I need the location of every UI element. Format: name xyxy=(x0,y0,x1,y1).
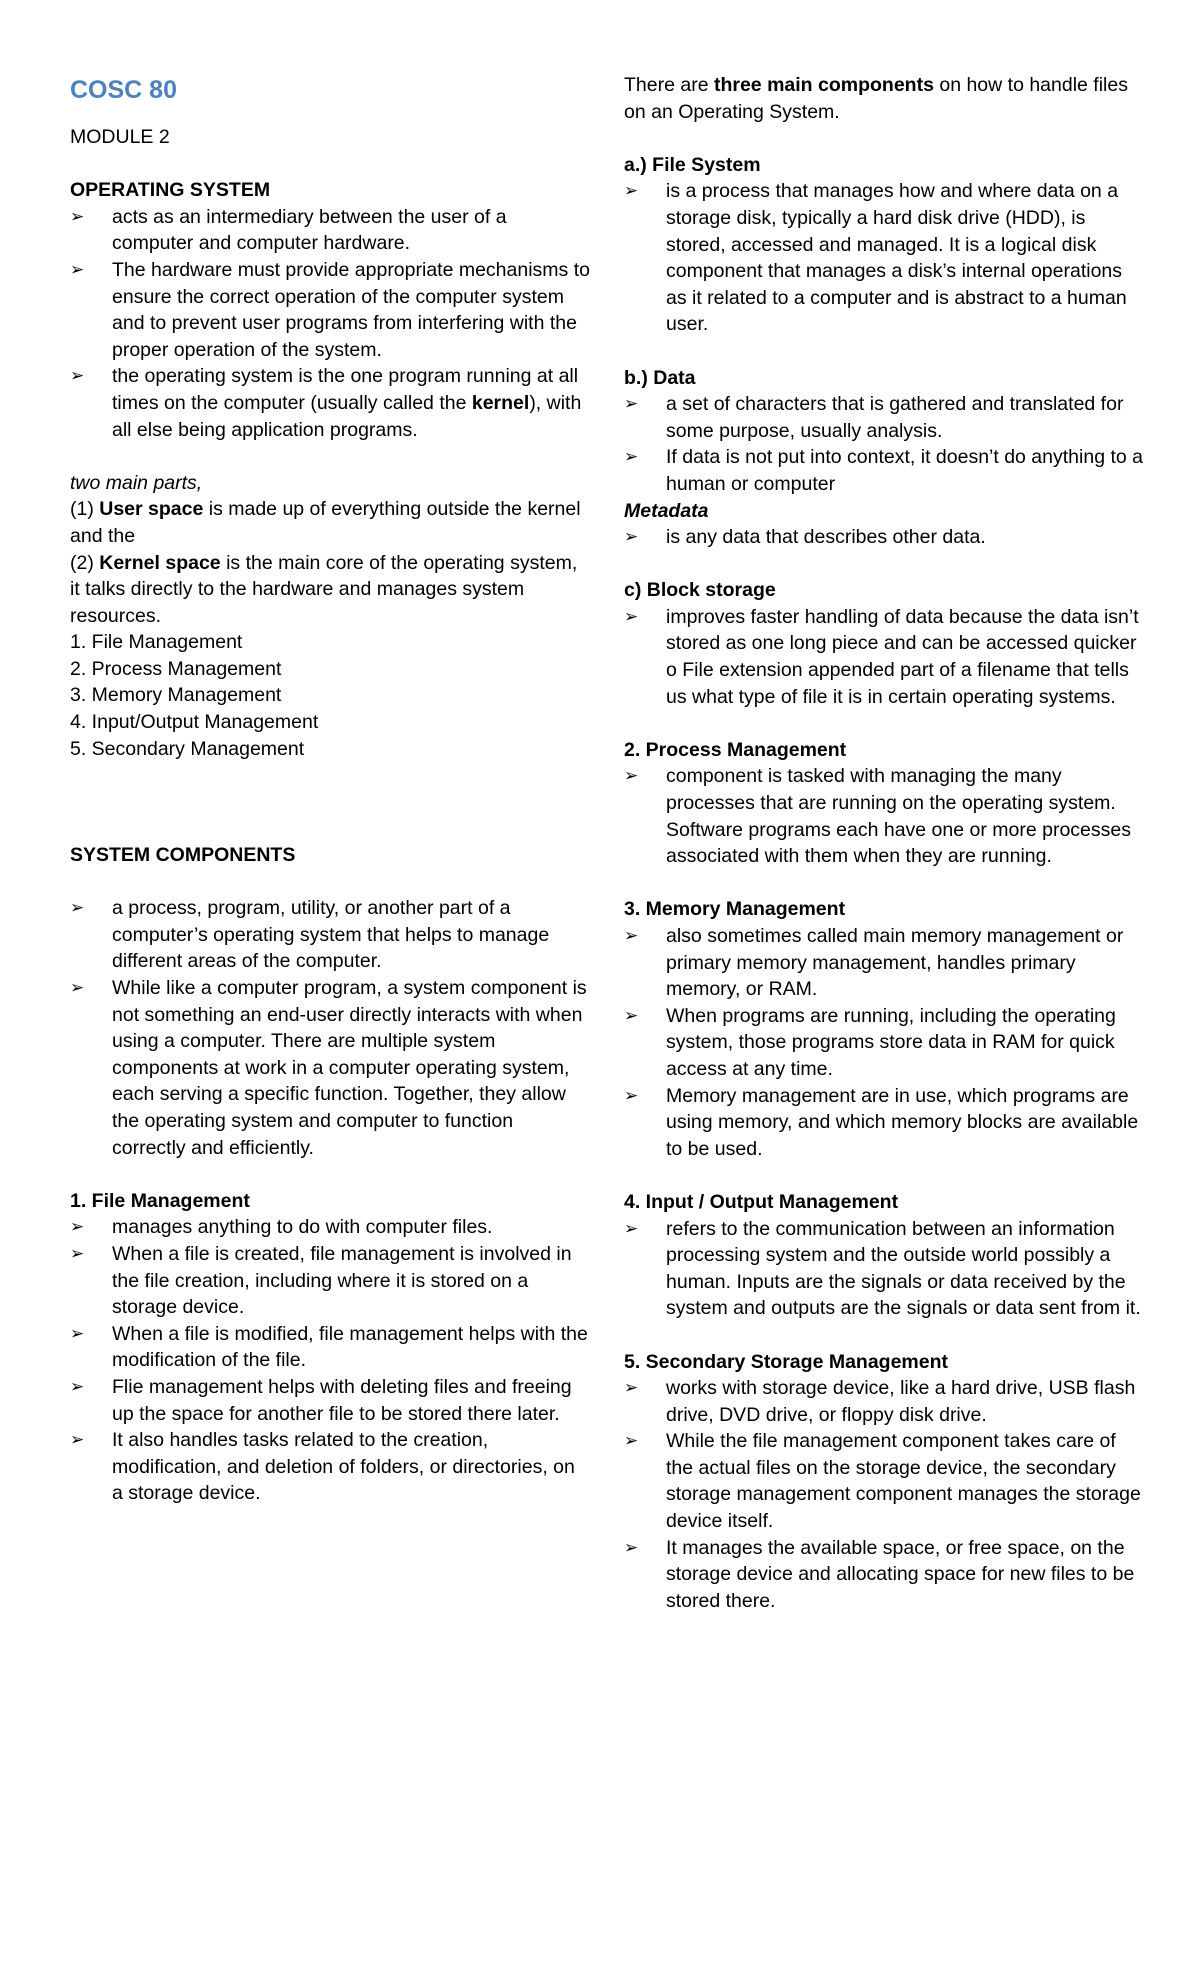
arrowhead-bullet-icon: ➢ xyxy=(70,898,85,919)
list-item: 2. Process Management xyxy=(70,657,282,680)
arrowhead-bullet-icon: ➢ xyxy=(624,1378,639,1399)
list-item: ➢ works with storage device, like a hard drive, USB flash drive, DVD drive, or floppy disk drive. xyxy=(624,1377,1136,1426)
arrowhead-bullet-icon: ➢ xyxy=(624,606,639,627)
list-item: ➢ While like a computer program, a system component is not something an end-user directly interacts with when using a computer. There are multiple system components at work in a computer operating system, each serving a specific function. Together, they allow the operating system and computer to function correctly and efficiently. xyxy=(70,977,587,1159)
secondary-storage-heading: 5. Secondary Storage Management xyxy=(624,1350,949,1373)
list-item: ➢ Flie management helps with deleting files and freeing up the space for another file to be stored there later. xyxy=(70,1375,572,1425)
list-item: ➢ the operating system is the one program running at all times on the computer (usually called the kernel), with all else being application programs. xyxy=(70,365,582,441)
list-item: ➢ Memory management are in use, which programs are using memory, and which memory blocks are available to be used. xyxy=(624,1084,1139,1160)
list-item: ➢ When programs are running, including the operating system, those programs store data in RAM for quick access at any time. xyxy=(624,1004,1116,1080)
arrowhead-bullet-icon: ➢ xyxy=(624,394,639,415)
arrowhead-bullet-icon: ➢ xyxy=(70,978,85,998)
file-management-heading: 1. File Management xyxy=(70,1189,250,1212)
memory-management-heading: 3. Memory Management xyxy=(624,898,846,921)
secondary-storage-list xyxy=(624,1375,1144,1614)
list-item: ➢ also sometimes called main memory management or primary memory management, handles primary memory, or RAM. xyxy=(624,925,1124,1001)
list-item: ➢ manages anything to do with computer files. xyxy=(70,1214,590,1241)
list-item: ➢ a process, program, utility, or another part of a computer’s operating system that helps to manage different areas of the computer. xyxy=(70,897,550,973)
os-bullet-list xyxy=(70,204,590,443)
arrowhead-bullet-icon: ➢ xyxy=(70,206,85,227)
arrowhead-bullet-icon: ➢ xyxy=(624,1005,639,1026)
two-parts-intro: two main parts, xyxy=(70,471,203,494)
arrowhead-bullet-icon: ➢ xyxy=(624,1085,639,1106)
list-item: ➢ improves faster handling of data because the data isn’t stored as one long piece and can be accessed quicker o File extension appended part of a filename that tells us what type of file it is in certain operating systems. xyxy=(624,605,1139,708)
arrowhead-bullet-icon: ➢ xyxy=(624,926,639,946)
kernel-space-paragraph: (2) Kernel space is the main core of the operating system, it talks directly to the hardware and manages system resources. xyxy=(70,551,578,627)
list-item: ➢ When a file is created, file management is involved in the file creation, including where it is stored on a storage device. xyxy=(70,1242,572,1319)
io-management-heading: 4. Input / Output Management xyxy=(624,1190,899,1213)
arrowhead-bullet-icon: ➢ xyxy=(70,1376,85,1397)
list-item: ➢ a set of characters that is gathered and translated for some purpose, usually analysis. xyxy=(624,393,1124,442)
file-system-heading: a.) File System xyxy=(624,153,761,176)
list-item: ➢ component is tasked with managing the many processes that are running on the operating system. Software programs each have one or more processes associated with them when they are running. xyxy=(624,765,1131,868)
list-item: ➢ The hardware must provide appropriate mechanisms to ensure the correct operation of the computer system and to prevent user programs from interfering with the proper operation of the system. xyxy=(70,258,590,361)
arrowhead-bullet-icon: ➢ xyxy=(70,366,85,387)
system-components-list xyxy=(70,895,590,1161)
arrowhead-bullet-icon: ➢ xyxy=(70,259,85,280)
list-item: 5. Secondary Management xyxy=(70,737,305,760)
arrowhead-bullet-icon: ➢ xyxy=(70,1217,85,1238)
metadata-label: Metadata xyxy=(624,499,709,522)
process-management-list xyxy=(624,763,1144,869)
course-title: COSC 80 xyxy=(70,76,177,104)
list-item: ➢ While the file management component takes care of the actual files on the storage device, the secondary storage management component manages the storage device itself. xyxy=(624,1430,1141,1533)
block-storage-heading: c) Block storage xyxy=(624,579,776,602)
arrowhead-bullet-icon: ➢ xyxy=(70,1323,85,1344)
arrowhead-bullet-icon: ➢ xyxy=(624,447,639,468)
arrowhead-bullet-icon: ➢ xyxy=(624,1537,639,1558)
data-list xyxy=(624,391,1144,497)
user-space-paragraph: (1) User space is made up of everything outside the kernel and the xyxy=(70,498,581,547)
arrowhead-bullet-icon: ➢ xyxy=(624,527,639,548)
process-management-heading: 2. Process Management xyxy=(624,738,847,761)
list-item: 3. Memory Management xyxy=(70,684,282,707)
data-heading: b.) Data xyxy=(624,366,696,389)
memory-management-list xyxy=(624,923,1144,1162)
list-item: ➢ It also handles tasks related to the creation, modification, and deletion of folders, or directories, on a storage device. xyxy=(70,1429,575,1505)
block-storage-list xyxy=(624,604,1144,710)
kernel-term: kernel xyxy=(471,391,530,414)
list-item: ➢ refers to the communication between an information processing system and the outside world possibly a human. Inputs are the signals or data received by the system and outputs are the signals or data sent from it. xyxy=(624,1217,1141,1320)
left-column xyxy=(70,72,590,1507)
arrowhead-bullet-icon: ➢ xyxy=(624,1431,639,1452)
arrowhead-bullet-icon: ➢ xyxy=(624,766,639,787)
io-management-list xyxy=(624,1216,1144,1322)
arrowhead-bullet-icon: ➢ xyxy=(624,181,639,202)
system-components-heading: SYSTEM COMPONENTS xyxy=(70,844,296,867)
arrowhead-bullet-icon: ➢ xyxy=(624,1218,639,1239)
right-column xyxy=(624,72,1144,1614)
metadata-list xyxy=(624,524,1144,551)
file-system-list xyxy=(624,178,1144,338)
module-label: MODULE 2 xyxy=(70,126,170,148)
list-item: ➢ is a process that manages how and where data on a storage disk, typically a hard disk drive (HDD), is stored, accessed and managed. It is a logical disk component that manages a disk’s internal operations as it related to a computer and is abstract to a human user. xyxy=(624,180,1127,336)
list-item: ➢ If data is not put into context, it doesn’t do anything to a human or computer xyxy=(624,446,1143,495)
os-heading: OPERATING SYSTEM xyxy=(70,179,271,202)
arrowhead-bullet-icon: ➢ xyxy=(70,1430,85,1451)
list-item: 1. File Management xyxy=(70,631,243,654)
file-management-list xyxy=(70,1214,590,1507)
three-components-intro: There are three main components on how to handle files on an Operating System. xyxy=(624,74,1128,123)
arrowhead-bullet-icon: ➢ xyxy=(70,1243,85,1264)
list-item: 4. Input/Output Management xyxy=(70,711,319,734)
list-item: ➢ is any data that describes other data. xyxy=(624,524,1144,551)
list-item: ➢ It manages the available space, or free space, on the storage device and allocating space for new files to be stored there. xyxy=(624,1536,1135,1612)
list-item: ➢ acts as an intermediary between the user of a computer and computer hardware. xyxy=(70,205,507,255)
list-item: ➢ When a file is modified, file management helps with the modification of the file. xyxy=(70,1322,588,1372)
